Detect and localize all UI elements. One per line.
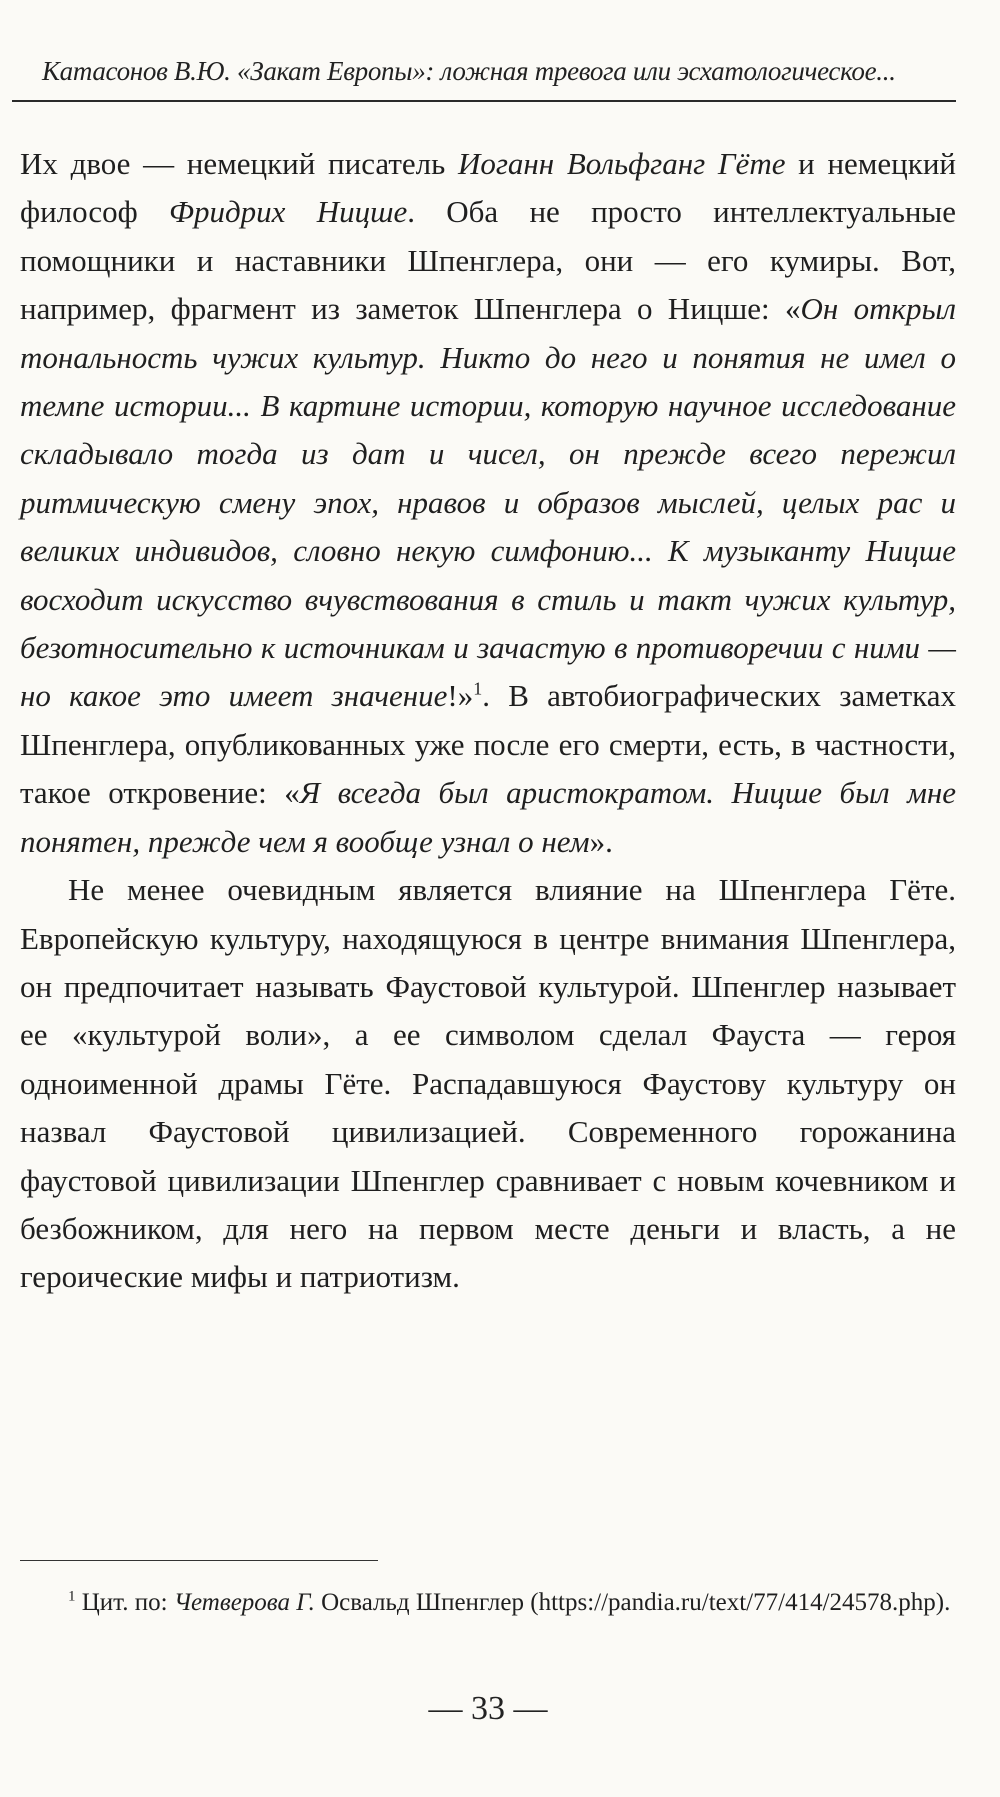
text-run: и немецкий философ <box>20 146 956 230</box>
paragraph-1 <box>20 140 956 866</box>
footnote-rule <box>20 1560 378 1561</box>
main-text <box>20 140 956 1302</box>
text-run: !» <box>447 678 474 714</box>
footnote-reference[interactable]: 1 <box>473 679 483 700</box>
italic-quote: Он открыл тональность чужих культур. Никто до него и понятия не имел о темпе истории... В картине истории, которую научное исследование складывало тогда из дат и чисел, он прежде всего пережил ритмическую смену эпох, нравов и образов мыслей, целых рас и великих индивидов, словно некую симфонию... К музыканту Ницше восходит искусство вчувствования в стиль и такт чужих культур, безотносительно к источникам и зачастую в противоречии с ними — но какое это имеет значение <box>20 291 956 714</box>
italic-name: Иоганн Вольфганг Гёте <box>457 146 786 181</box>
header-rule <box>12 100 956 102</box>
italic-name: Фридрих Ницше <box>169 194 408 230</box>
footnote-author: Четверова Г. <box>173 1589 315 1616</box>
running-header: Катасонов В.Ю. «Закат Европы»: ложная тревога или эсхатологическое... <box>42 56 896 86</box>
footnote-number: 1 <box>68 1588 76 1605</box>
text-run: ». <box>589 823 613 859</box>
footnote <box>20 1583 956 1623</box>
italic-quote: Я всегда был аристократом. Ницше был мне понятен, прежде чем я вообще узнал о нем <box>20 775 957 859</box>
text-run: . В автобиографических заметках Шпенглера, опубликованных уже после его смерти, есть, в частности, такое откровение: « <box>20 678 956 811</box>
text-run: . Оба не просто интеллектуальные помощники и наставники Шпенглера, они — его кумиры. Вот, например, фрагмент из заметок Шпенглера о Ницше: « <box>20 194 957 327</box>
paragraph-2: Не менее очевидным является влияние на Шпенглера Гёте. Европейскую культуру, находящуюся в центре внимания Шпенглера, он предпочитает называть Фаустовой культурой. Шпенглер называет ее «культурой воли», а ее символом сделал Фауста — героя одноименной драмы Гёте. Распадавшуюся Фаустову культуру он назвал Фаустовой цивилизацией. Современного горожанина фаустовой цивилизации Шпенглер сравнивает с новым кочевником и безбожником, для него на первом месте деньги и власть, а не героические мифы и патриотизм. <box>20 872 956 1295</box>
text-run: Их двое — немецкий писатель <box>20 146 458 181</box>
page-number: — 33 — <box>428 1690 548 1727</box>
footnote-prefix: Цит. по: <box>81 1589 174 1616</box>
footnote-source: Освальд Шпенглер (https://pandia.ru/text/77/414/24578.php). <box>314 1589 951 1616</box>
